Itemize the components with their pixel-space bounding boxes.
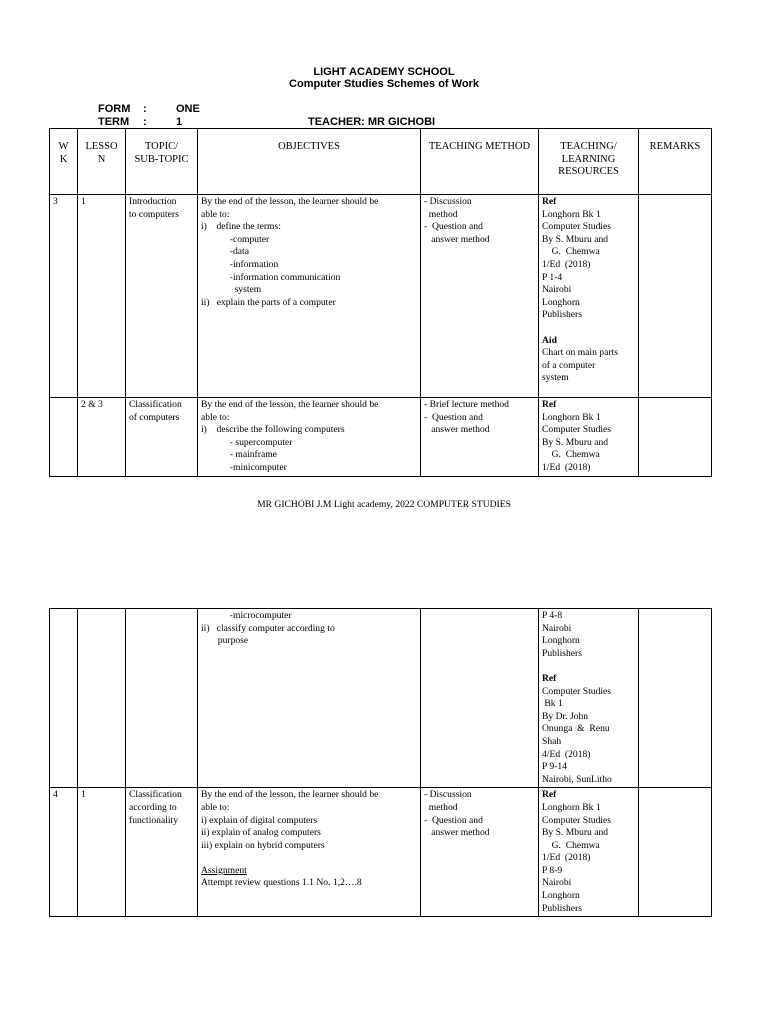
cell-line: By S. Mburu and bbox=[542, 827, 609, 839]
cell-line: -information communication bbox=[201, 271, 341, 283]
cell-remarks bbox=[639, 195, 712, 398]
cell-line: K bbox=[59, 153, 68, 165]
cell-topic bbox=[126, 195, 198, 398]
term-label: TERM bbox=[98, 116, 130, 128]
cell-line: Ref bbox=[542, 196, 557, 207]
cell-line: N bbox=[97, 153, 106, 165]
cell-line: iii) explain on hybrid computers bbox=[201, 839, 325, 851]
cell-line: of a computer bbox=[542, 359, 596, 371]
cell-line: Computer Studies bbox=[542, 685, 612, 697]
cell-line: Computer Studies bbox=[542, 221, 612, 233]
cell-line: P 1-4 bbox=[542, 271, 563, 283]
cell-line: answer method bbox=[424, 424, 490, 436]
header-teaching-method bbox=[421, 129, 539, 195]
cell-line: 1/Ed (2018) bbox=[542, 461, 591, 473]
table-row bbox=[50, 788, 712, 917]
term-value: 1 bbox=[176, 116, 183, 128]
cell-line: - Discussion bbox=[424, 196, 472, 207]
cell-line bbox=[542, 660, 635, 673]
cell-line: method bbox=[424, 801, 458, 813]
cell-line: G. Chemwa bbox=[542, 246, 600, 258]
scheme-table-page-1 bbox=[49, 128, 712, 477]
cell-line: -microcomputer bbox=[201, 610, 292, 621]
cell-line: Aid bbox=[542, 334, 557, 346]
cell-line: functionality bbox=[129, 814, 179, 826]
cell-line: G. Chemwa bbox=[542, 449, 600, 461]
form-label: FORM bbox=[98, 103, 131, 115]
cell-line: i) describe the following computers bbox=[201, 424, 345, 436]
cell-line: i) define the terms: bbox=[201, 221, 281, 233]
cell-line: -information bbox=[201, 258, 279, 270]
cell-line: REMARKS bbox=[649, 141, 701, 152]
cell-line: LESSO bbox=[85, 141, 118, 152]
cell-method bbox=[421, 788, 539, 917]
cell-line: SUB-TOPIC bbox=[134, 153, 189, 165]
cell-remarks bbox=[639, 788, 712, 917]
cell-line bbox=[201, 852, 417, 865]
cell-lesson: 1 bbox=[78, 195, 126, 398]
cell-remarks bbox=[639, 398, 712, 477]
cell-line: By S. Mburu and bbox=[542, 233, 609, 245]
teacher-name: TEACHER: MR GICHOBI bbox=[308, 116, 436, 128]
cell-line: RESOURCES bbox=[558, 166, 619, 177]
header-wk bbox=[50, 129, 78, 195]
cell-line: - Question and bbox=[424, 814, 483, 826]
cell-line: Computer Studies bbox=[542, 424, 612, 436]
cell-line: Longhorn Bk 1 bbox=[542, 411, 601, 423]
cell-line: ii) classify computer according to bbox=[201, 622, 335, 634]
form-separator: : bbox=[143, 103, 147, 115]
cell-line: Publishers bbox=[542, 647, 582, 659]
school-name: LIGHT ACADEMY SCHOOL bbox=[313, 66, 455, 78]
cell-line: Nairobi bbox=[542, 877, 572, 889]
cell-topic bbox=[126, 788, 198, 917]
cell-line: Shah bbox=[542, 735, 562, 747]
cell-line: Nairobi, SunLitho bbox=[542, 773, 612, 785]
cell-resources bbox=[539, 398, 639, 477]
cell-resources bbox=[539, 195, 639, 398]
cell-lesson: 1 bbox=[78, 788, 126, 917]
cell-line: - Brief lecture method bbox=[424, 399, 509, 410]
cell-objectives bbox=[198, 398, 421, 477]
cell-line: Longhorn Bk 1 bbox=[542, 208, 601, 220]
cell-line: Nairobi bbox=[542, 622, 572, 634]
cell-line: -minicomputer bbox=[201, 461, 287, 473]
cell-line: able to: bbox=[201, 208, 230, 220]
cell-method bbox=[421, 195, 539, 398]
cell-line: -computer bbox=[201, 233, 270, 245]
cell-line: P 8-9 bbox=[542, 864, 563, 876]
cell-objectives bbox=[198, 609, 421, 788]
cell-method bbox=[421, 398, 539, 477]
cell-line: system bbox=[201, 284, 262, 296]
cell-line: By the end of the lesson, the learner should be bbox=[201, 196, 379, 207]
cell-line: according to bbox=[129, 801, 177, 813]
cell-lesson bbox=[78, 609, 126, 788]
cell-remarks bbox=[639, 609, 712, 788]
cell-line: ii) explain of analog computers bbox=[201, 827, 321, 839]
cell-wk bbox=[50, 609, 78, 788]
cell-line: method bbox=[424, 208, 458, 220]
document-subtitle: Computer Studies Schemes of Work bbox=[289, 78, 479, 90]
cell-line: Longhorn Bk 1 bbox=[542, 801, 601, 813]
table-row bbox=[50, 195, 712, 398]
cell-line: - Question and bbox=[424, 221, 483, 233]
cell-line: Ref bbox=[542, 789, 557, 801]
cell-resources bbox=[539, 609, 639, 788]
cell-line: Computer Studies bbox=[542, 814, 612, 826]
cell-line: Assignment bbox=[201, 864, 247, 876]
cell-line: to computers bbox=[129, 208, 179, 220]
cell-line: i) explain of digital computers bbox=[201, 814, 318, 826]
cell-line: 4/Ed (2018) bbox=[542, 748, 591, 760]
cell-wk: 4 bbox=[50, 788, 78, 917]
cell-line: Publishers bbox=[542, 309, 582, 321]
scheme-table-page-2 bbox=[49, 608, 712, 917]
cell-line: 1/Ed (2018) bbox=[542, 258, 591, 270]
cell-line: By S. Mburu and bbox=[542, 436, 609, 448]
cell-line: Longhorn bbox=[542, 635, 580, 647]
cell-line: TEACHING/ bbox=[560, 141, 617, 152]
cell-line: 1/Ed (2018) bbox=[542, 852, 591, 864]
cell-line: Ref bbox=[542, 399, 557, 410]
table-row bbox=[50, 398, 712, 477]
cell-topic bbox=[126, 609, 198, 788]
cell-line: Chart on main parts bbox=[542, 347, 618, 359]
cell-line: - supercomputer bbox=[201, 436, 293, 448]
cell-line: answer method bbox=[424, 827, 490, 839]
header-lesson bbox=[78, 129, 126, 195]
header-objectives bbox=[198, 129, 421, 195]
cell-line: Nairobi bbox=[542, 284, 572, 296]
cell-line: ii) explain the parts of a computer bbox=[201, 296, 336, 308]
header-topic bbox=[126, 129, 198, 195]
cell-line: able to: bbox=[201, 801, 230, 813]
cell-method bbox=[421, 609, 539, 788]
cell-line: Onunga & Renu bbox=[542, 723, 610, 735]
cell-line: - mainframe bbox=[201, 449, 277, 461]
cell-lesson: 2 & 3 bbox=[78, 398, 126, 477]
cell-line: By Dr. John bbox=[542, 710, 589, 722]
cell-line: of computers bbox=[129, 411, 180, 423]
cell-line: Classification bbox=[129, 789, 182, 801]
cell-line bbox=[542, 322, 635, 335]
cell-topic bbox=[126, 398, 198, 477]
cell-line: Longhorn bbox=[542, 296, 580, 308]
cell-resources bbox=[539, 788, 639, 917]
cell-line: G. Chemwa bbox=[542, 839, 600, 851]
cell-line: TEACHING METHOD bbox=[428, 141, 531, 152]
cell-line: P 4-8 bbox=[542, 610, 563, 621]
form-value: ONE bbox=[176, 103, 200, 115]
cell-line: TOPIC/ bbox=[144, 141, 179, 152]
cell-line: Ref bbox=[542, 672, 557, 684]
cell-line: answer method bbox=[424, 233, 490, 245]
cell-line: - Question and bbox=[424, 411, 483, 423]
cell-line: P 9-14 bbox=[542, 761, 567, 773]
cell-line: LEARNING bbox=[561, 153, 616, 165]
page-footer: MR GICHOBI J.M Light academy, 2022 COMPUTER STUDIES bbox=[257, 499, 511, 510]
cell-wk bbox=[50, 398, 78, 477]
term-separator: : bbox=[143, 116, 147, 128]
header-remarks bbox=[639, 129, 712, 195]
cell-line: Publishers bbox=[542, 902, 582, 914]
cell-line: -data bbox=[201, 246, 249, 258]
table-header-row bbox=[50, 129, 712, 195]
cell-line: By the end of the lesson, the learner should be bbox=[201, 789, 379, 801]
header-resources bbox=[539, 129, 639, 195]
cell-line: purpose bbox=[201, 635, 249, 647]
cell-line: W bbox=[58, 141, 69, 152]
cell-wk: 3 bbox=[50, 195, 78, 398]
cell-line: Attempt review questions 1.1 No. 1,2….8 bbox=[201, 877, 362, 889]
table-row bbox=[50, 609, 712, 788]
cell-objectives bbox=[198, 195, 421, 398]
cell-objectives bbox=[198, 788, 421, 917]
cell-line: able to: bbox=[201, 411, 230, 423]
cell-line: Classification bbox=[129, 399, 182, 410]
cell-line: Introduction bbox=[129, 196, 177, 207]
cell-line: system bbox=[542, 372, 569, 384]
cell-line: Bk 1 bbox=[542, 698, 563, 710]
cell-line: - Discussion bbox=[424, 789, 472, 801]
cell-line: By the end of the lesson, the learner should be bbox=[201, 399, 379, 410]
cell-line: OBJECTIVES bbox=[278, 141, 340, 152]
cell-line: Longhorn bbox=[542, 890, 580, 902]
